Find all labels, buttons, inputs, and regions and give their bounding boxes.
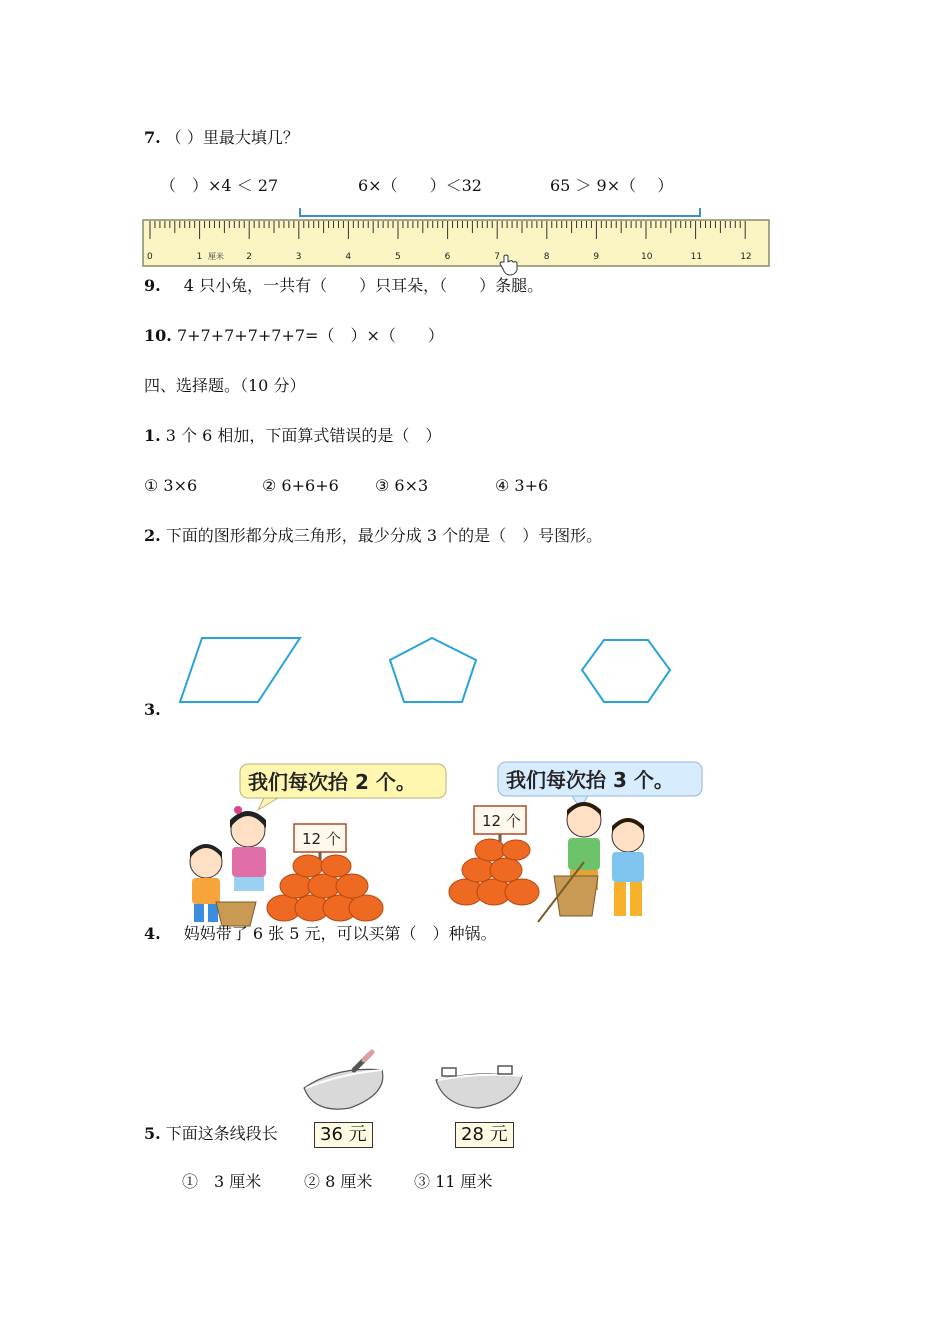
- hexagon-shape: [582, 640, 670, 702]
- parallelogram-shape: [180, 638, 300, 702]
- choice-5-text: 下面这条线段长: [165, 1124, 278, 1143]
- q10-number: 10.: [144, 326, 172, 345]
- ruler-number-label: 3: [295, 252, 302, 262]
- ruler-number-label: 10: [641, 252, 653, 262]
- choice-2-number: 2.: [144, 526, 161, 545]
- q10-text: 7+7+7+7+7+7=（ ）×（ ）: [176, 326, 444, 345]
- left-basket: [216, 902, 256, 926]
- ruler-body: [143, 220, 769, 266]
- right-bubble-text: 我们每次抬 3 个。: [506, 768, 674, 792]
- right-sign-text: 12 个: [482, 812, 521, 830]
- ruler-number-label: 11: [690, 252, 703, 262]
- choice-3-number: 3.: [144, 700, 161, 719]
- ruler-unit-label: 厘米: [208, 252, 224, 261]
- choice-1-number: 1.: [144, 426, 161, 445]
- q7-item-1: （ ）×4 ＜ 27: [160, 176, 279, 195]
- wok-with-ears-icon: [436, 1066, 522, 1108]
- choice-4-text: 妈妈带了 6 张 5 元，可以买第（ ）种锅。: [183, 924, 497, 943]
- ruler-number-label: 0: [147, 252, 153, 262]
- choice-1-option-4: ④ 3+6: [495, 476, 549, 495]
- q7: [144, 128, 299, 148]
- ruler-number-label: 9: [593, 252, 600, 262]
- choice-1-text: 3 个 6 相加，下面算式错误的是（ ）: [165, 426, 442, 445]
- left-pumpkin-pile: [267, 855, 383, 921]
- ruler-figure: [138, 204, 778, 276]
- q7-number: 7.: [144, 128, 161, 147]
- ruler-number-label: 12: [740, 252, 752, 262]
- right-speech-bubble: [498, 762, 702, 808]
- wok-with-handle-icon: [304, 1052, 383, 1109]
- choice-1: [144, 426, 441, 446]
- woks-figure: [296, 1048, 536, 1118]
- choice-5-option-1: ① 3 厘米: [182, 1172, 262, 1191]
- choice-5-option-3: ③ 11 厘米: [414, 1172, 493, 1191]
- girl-figure-1: [190, 844, 222, 922]
- q10: [144, 326, 444, 346]
- ruler-number-label: 1: [196, 252, 203, 262]
- choice-4-number: 4.: [144, 924, 161, 943]
- choice-1-option-2: ② 6+6+6: [262, 476, 339, 495]
- choice-1-option-3: ③ 6×3: [375, 476, 429, 495]
- left-speech-bubble: [240, 764, 446, 810]
- q7-text: （ ）里最大填几？: [165, 128, 299, 147]
- q7-item-2: 6×（ ）＜32: [358, 176, 482, 195]
- q9-number: 9.: [144, 276, 161, 295]
- boy-figure-2: [612, 818, 644, 916]
- q9-text: 4 只小兔，一共有（ ）只耳朵，（ ）条腿。: [183, 276, 544, 295]
- section-title: 四、选择题。（10 分）: [144, 376, 306, 395]
- girl-figure-2: [230, 806, 266, 891]
- price-tag-1: 36 元: [314, 1122, 373, 1148]
- choice-2: [144, 526, 602, 546]
- right-pumpkin-pile: [449, 839, 539, 905]
- segment-bracket: [300, 208, 700, 216]
- choice-5-option-2: ② 8 厘米: [304, 1172, 373, 1191]
- left-bubble-text: 我们每次抬 2 个。: [248, 770, 416, 794]
- ruler-number-label: 6: [444, 252, 451, 262]
- q9: [144, 276, 543, 296]
- choice-1-option-1: ① 3×6: [144, 476, 198, 495]
- choice-2-text: 下面的图形都分成三角形，最少分成 3 个的是（ ）号图形。: [165, 526, 603, 545]
- ruler-number-label: 5: [395, 252, 401, 262]
- ruler-number-label: 4: [345, 252, 352, 262]
- shapes-figure: [170, 630, 690, 710]
- price-tag-2: 28 元: [455, 1122, 514, 1148]
- left-sign-text: 12 个: [302, 830, 341, 848]
- choice-5-number: 5.: [144, 1124, 161, 1143]
- pentagon-shape: [390, 638, 476, 702]
- pumpkin-illustration: [178, 758, 718, 928]
- ruler-number-label: 8: [543, 252, 550, 262]
- choice-5: [144, 1124, 278, 1144]
- choice-4: [144, 924, 497, 944]
- q7-item-3: 65 ＞ 9×（ ）: [550, 176, 674, 195]
- ruler-number-label: 7: [494, 252, 500, 262]
- ruler-number-label: 2: [246, 252, 252, 262]
